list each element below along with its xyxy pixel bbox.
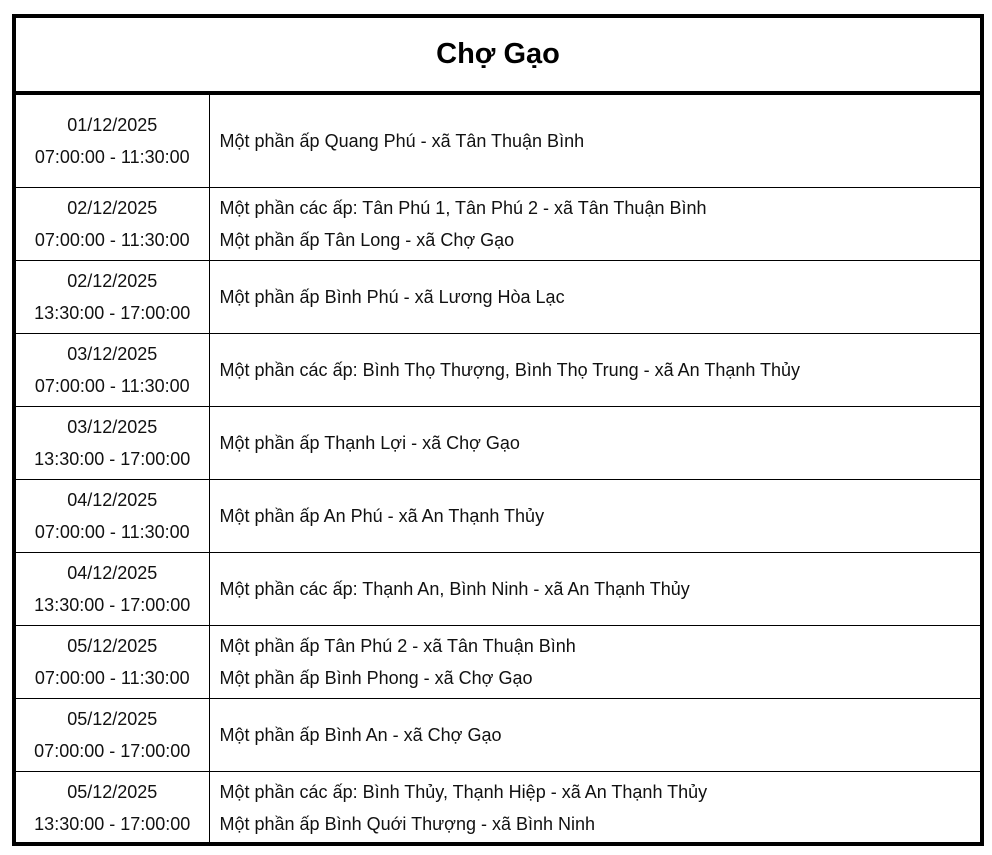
area-cell [209, 480, 980, 553]
area-text: Một phần ấp Bình Quới Thượng - xã Bình Ninh [219, 814, 596, 834]
time-range-text: 07:00:00 - 11:30:00 [34, 147, 190, 167]
time-range-text: 13:30:00 - 17:00:00 [34, 814, 191, 834]
time-cell [16, 772, 209, 845]
time-cell [16, 626, 209, 699]
date-text: 01/12/2025 [67, 115, 158, 135]
time-range-text: 13:30:00 - 17:00:00 [34, 449, 191, 469]
table-row [16, 407, 980, 480]
time-range-text: 07:00:00 - 11:30:00 [34, 522, 190, 542]
area-cell [209, 95, 980, 188]
outage-schedule-table [12, 14, 984, 846]
table-row [16, 772, 980, 845]
area-text: Một phần ấp Bình An - xã Chợ Gạo [219, 725, 502, 745]
time-range-text: 07:00:00 - 11:30:00 [34, 230, 190, 250]
area-text: Một phần ấp Bình Phú - xã Lương Hòa Lạc [219, 287, 565, 307]
area-text: Một phần các ấp: Thạnh An, Bình Ninh - xã An Thạnh Thủy [219, 579, 690, 599]
area-text: Một phần các ấp: Bình Thọ Thượng, Bình Thọ Trung - xã An Thạnh Thủy [219, 360, 801, 380]
table-row [16, 553, 980, 626]
time-cell [16, 553, 209, 626]
date-text: 04/12/2025 [67, 490, 158, 510]
date-text: 03/12/2025 [67, 417, 158, 437]
time-cell [16, 95, 209, 188]
area-text: Một phần ấp Bình Phong - xã Chợ Gạo [219, 668, 533, 688]
table-row [16, 261, 980, 334]
time-cell [16, 334, 209, 407]
schedule-table [16, 95, 980, 844]
table-row [16, 626, 980, 699]
date-text: 04/12/2025 [67, 563, 158, 583]
schedule-rows [16, 95, 980, 844]
time-range-text: 13:30:00 - 17:00:00 [34, 595, 191, 615]
table-row [16, 334, 980, 407]
time-cell [16, 480, 209, 553]
date-text: 05/12/2025 [67, 782, 158, 802]
area-cell [209, 553, 980, 626]
table-row [16, 95, 980, 188]
area-text: Một phần ấp Thạnh Lợi - xã Chợ Gạo [219, 433, 520, 453]
date-text: 02/12/2025 [67, 198, 158, 218]
time-range-text: 07:00:00 - 11:30:00 [34, 376, 190, 396]
area-text: Một phần ấp An Phú - xã An Thạnh Thủy [219, 506, 545, 526]
area-text: Một phần ấp Quang Phú - xã Tân Thuận Bình [219, 131, 585, 151]
area-text: Một phần ấp Tân Phú 2 - xã Tân Thuận Bình [219, 636, 576, 656]
date-text: 03/12/2025 [67, 344, 158, 364]
table-row [16, 699, 980, 772]
area-cell [209, 772, 980, 845]
time-cell [16, 188, 209, 261]
time-cell [16, 261, 209, 334]
area-cell [209, 626, 980, 699]
time-range-text: 07:00:00 - 11:30:00 [34, 668, 190, 688]
time-range-text: 07:00:00 - 17:00:00 [34, 741, 191, 761]
time-cell [16, 699, 209, 772]
area-text: Một phần các ấp: Bình Thủy, Thạnh Hiệp - xã An Thạnh Thủy [219, 782, 708, 802]
page-title: Chợ Gạo [16, 18, 980, 95]
area-cell [209, 188, 980, 261]
date-text: 05/12/2025 [67, 636, 158, 656]
area-text: Một phần các ấp: Tân Phú 1, Tân Phú 2 - xã Tân Thuận Bình [219, 198, 707, 218]
area-text: Một phần ấp Tân Long - xã Chợ Gạo [219, 230, 515, 250]
date-text: 02/12/2025 [67, 271, 158, 291]
table-row [16, 480, 980, 553]
area-cell [209, 334, 980, 407]
time-range-text: 13:30:00 - 17:00:00 [34, 303, 191, 323]
area-cell [209, 407, 980, 480]
date-text: 05/12/2025 [67, 709, 158, 729]
area-cell [209, 261, 980, 334]
time-cell [16, 407, 209, 480]
table-row [16, 188, 980, 261]
area-cell [209, 699, 980, 772]
